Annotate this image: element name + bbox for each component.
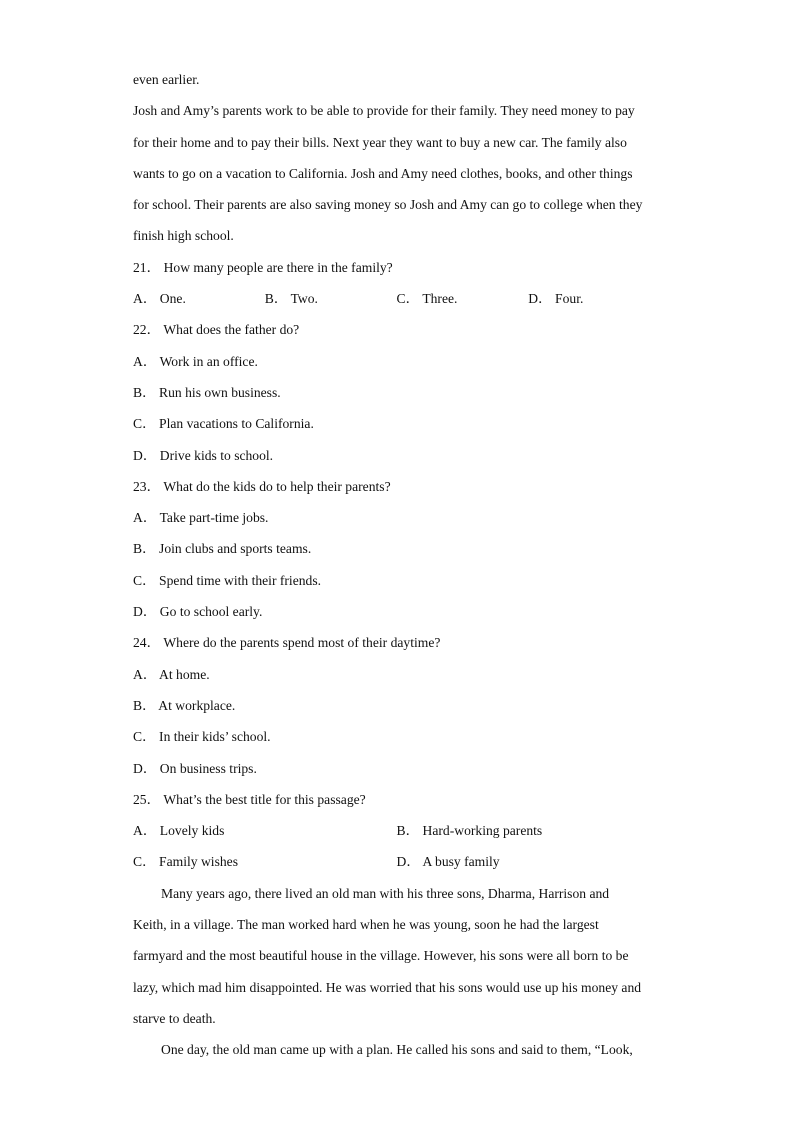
option-c: C． Plan vacations to California. — [133, 416, 314, 432]
question-stem: 21． How many people are there in the family? — [133, 259, 393, 275]
options-row — [133, 283, 660, 314]
option-a: A． Work in an office. — [133, 353, 258, 369]
question-22 — [133, 314, 660, 470]
option-c: C． Three. — [396, 291, 458, 307]
paragraph-line: starve to death. — [133, 1010, 216, 1026]
option-d: D． Four. — [528, 291, 584, 307]
option-b: B． Run his own business. — [133, 384, 281, 400]
option-d: D． A busy family — [396, 854, 500, 870]
question-stem: 25． What’s the best title for this passage? — [133, 791, 366, 807]
question-stem: 24． Where do the parents spend most of their daytime? — [133, 635, 441, 651]
option-b: B． Hard-working parents — [396, 823, 543, 839]
option-c: C． Spend time with their friends. — [133, 572, 322, 588]
option-a: A． At home. — [133, 666, 210, 682]
option-b: B． Join clubs and sports teams. — [133, 541, 312, 557]
option-d: D． Go to school early. — [133, 604, 263, 620]
option-b: B． Two. — [264, 291, 318, 307]
option-d: D． On business trips. — [133, 760, 257, 776]
passage-line: Josh and Amy’s parents work to be able to provide for their family. They need money to pay — [133, 103, 635, 119]
option-a: A． Take part-time jobs. — [133, 510, 269, 526]
passage-line: for their home and to pay their bills. Next year they want to buy a new car. The family also — [133, 134, 627, 150]
paragraph-line: lazy, which mad him disappointed. He was worried that his sons would use up his money and — [133, 979, 642, 995]
options-row — [133, 815, 660, 846]
option-a: A． One. — [133, 291, 186, 307]
passage-line: finish high school. — [133, 228, 234, 244]
options-row — [133, 846, 660, 877]
question-23 — [133, 471, 660, 627]
question-25 — [133, 784, 660, 878]
paragraph-line: Many years ago, there lived an old man with his three sons, Dharma, Harrison and — [161, 885, 610, 901]
passage-line: wants to go on a vacation to California. Josh and Amy need clothes, books, and other things — [133, 165, 633, 181]
paragraph-line: farmyard and the most beautiful house in the village. However, his sons were all born to be — [133, 948, 629, 964]
passage-continuation — [133, 64, 660, 252]
option-d: D． Drive kids to school. — [133, 447, 274, 463]
next-passage — [133, 878, 660, 1066]
question-stem: 23． What do the kids do to help their parents? — [133, 478, 391, 494]
paragraph-line: One day, the old man came up with a plan. He called his sons and said to them, “Look, — [161, 1042, 633, 1058]
question-24 — [133, 627, 660, 783]
passage-line: even earlier. — [133, 72, 200, 87]
option-c: C． Family wishes — [133, 854, 238, 870]
option-b: B． At workplace. — [133, 697, 236, 713]
option-c: C． In their kids’ school. — [133, 729, 271, 745]
question-21 — [133, 252, 660, 315]
passage-line: for school. Their parents are also saving money so Josh and Amy can go to college when they — [133, 197, 643, 213]
question-stem: 22． What does the father do? — [133, 322, 300, 338]
paragraph-line: Keith, in a village. The man worked hard when he was young, soon he had the largest — [133, 917, 599, 933]
option-a: A． Lovely kids — [133, 823, 225, 839]
